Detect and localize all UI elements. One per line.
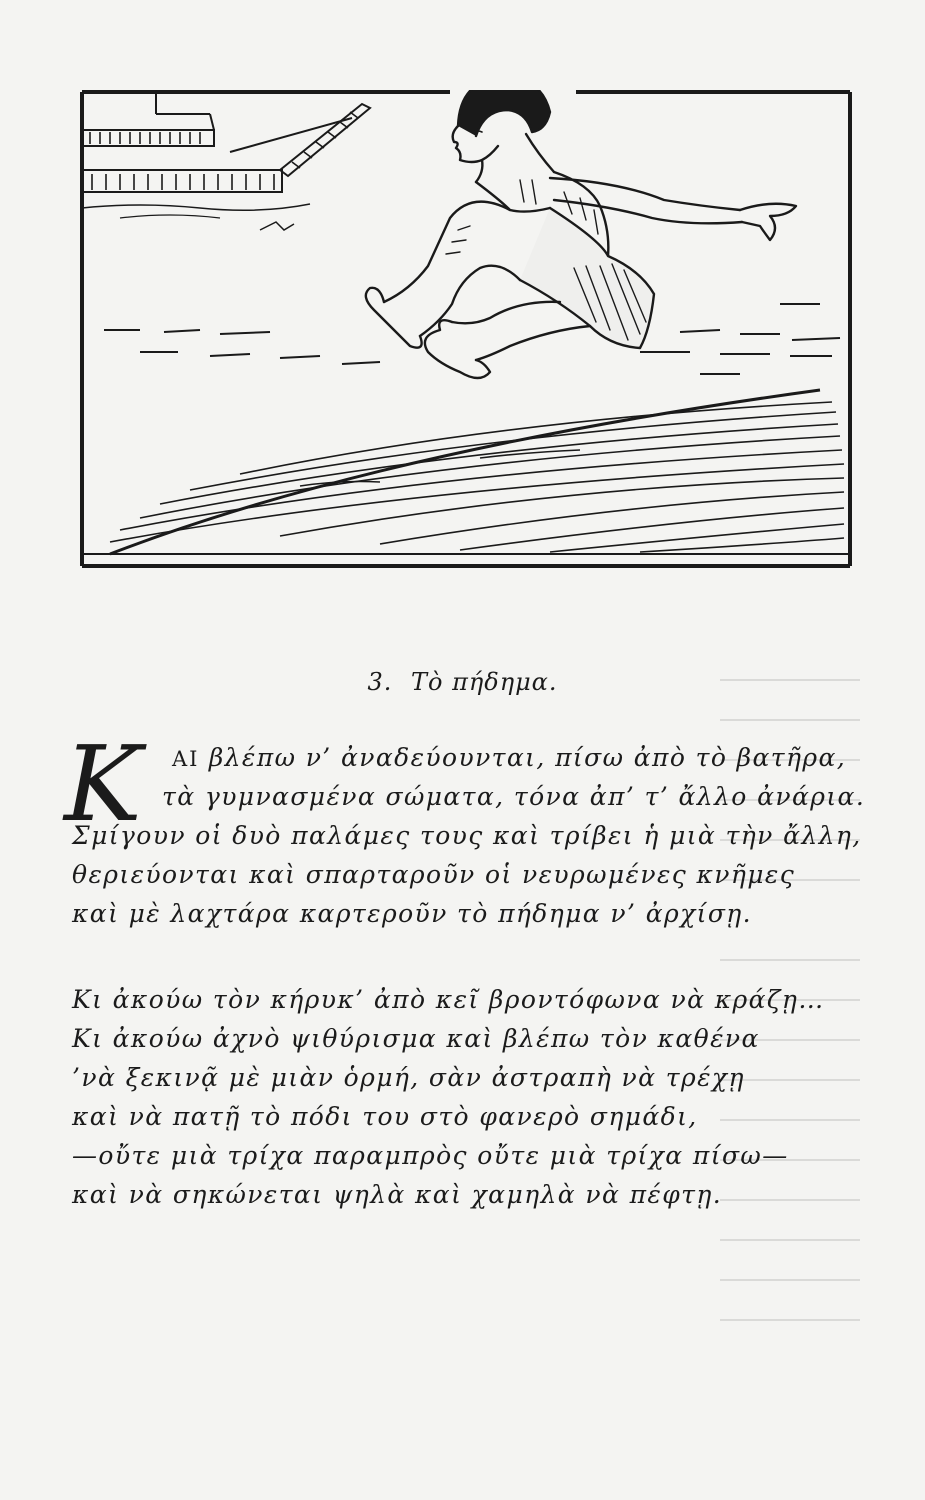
stanza-two-line-2: Κι ἀκούω ἀχνὸ ψιθύρισμα καὶ βλέπω τὸν καθένα (72, 1024, 760, 1053)
drop-cap-continuation: ΑΙ (172, 747, 200, 771)
caption-number: 3. (367, 668, 393, 696)
illustration-frame (82, 92, 850, 566)
ground-dashes (104, 304, 840, 374)
stanza-one-line-5: καὶ μὲ λαχτάρα καρτεροῦν τὸ πήδημα ν’ ἀρχίσῃ. (72, 899, 753, 928)
illustration-caption (0, 668, 925, 696)
stanza-one-line-4: θεριεύονται καὶ σπαρταροῦν οἱ νευρωμένες κνῆμες (72, 860, 796, 889)
stanza-two (72, 980, 862, 1214)
stadium-stands (82, 92, 370, 230)
stanza-two-line-1: Κι ἀκούω τὸν κήρυκ’ ἀπὸ κεῖ βροντόφωνα νὰ κράζῃ… (72, 985, 825, 1014)
stanza-one (64, 723, 866, 933)
stanza-one-line-2: τὰ γυμνασμένα σώματα, τόνα ἀπ’ τ’ ἄλλο ἀνάρια. (162, 782, 866, 811)
stanza-two-line-5: —οὔτε μιὰ τρίχα παραμπρὸς οὔτε μιὰ τρίχα πίσω— (72, 1141, 789, 1170)
stanza-two-line-4: καὶ νὰ πατῇ τὸ πόδι του στὸ φανερὸ σημάδι, (72, 1102, 698, 1131)
sand-pit (110, 390, 844, 554)
stanza-two-line-3: ’νὰ ξεκινᾷ μὲ μιὰν ὁρμή, σὰν ἀστραπὴ νὰ τρέχῃ (72, 1063, 745, 1092)
long-jump-illustration (80, 90, 852, 568)
stanza-one-line-3: Σμίγουν οἱ δυὸ παλάμες τους καὶ τρίβει ἡ μιὰ τὴν ἄλλη, (72, 821, 862, 850)
caption-title: Τὸ πήδημα. (411, 668, 558, 696)
stanza-two-line-6: καὶ νὰ σηκώνεται ψηλὰ καὶ χαμηλὰ νὰ πέφτῃ. (72, 1180, 723, 1209)
drop-cap: Κ (64, 723, 144, 845)
jumper-figure (366, 90, 796, 378)
line-1-text: βλέπω ν’ ἀναδεύουνται, πίσω ἀπὸ τὸ βατῆρα, (208, 743, 847, 772)
